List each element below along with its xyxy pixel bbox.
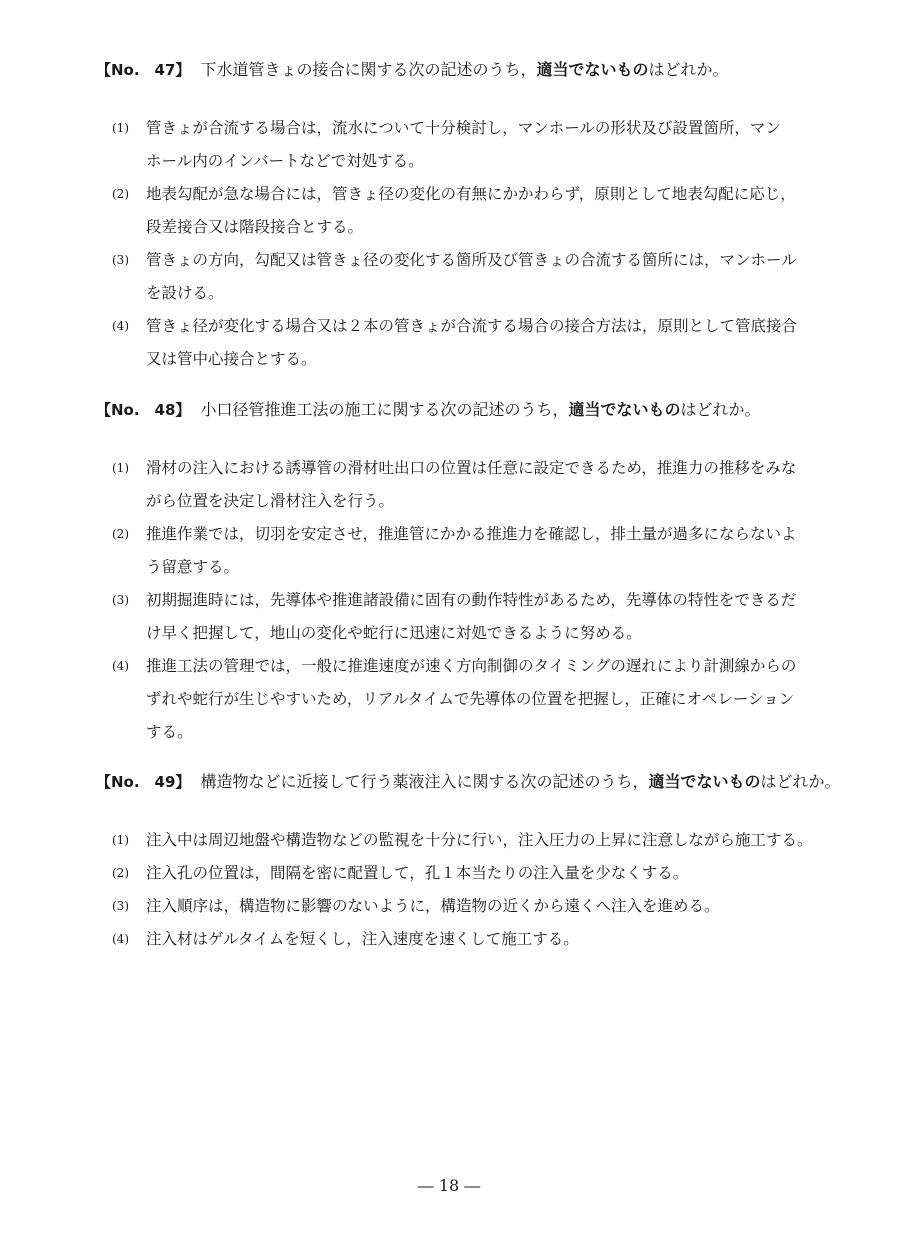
question-stem: 小口径管推進工法の施工に関する次の記述のうち，適当でないものはどれか。 [200,400,761,419]
option-4: (4) 管きょ径が変化する場合又は２本の管きょが合流する場合の接合方法は，原則として管底接合 又は管中心接合とする。 [96,310,816,376]
question-49 [96,770,841,956]
option-index: (2) [112,527,129,541]
question-48 [96,398,816,749]
option-index: (3) [112,253,129,267]
option-index: (3) [112,593,129,607]
question-header [96,770,841,794]
question-47 [96,58,816,376]
question-number: 【No. 48】 [96,401,191,419]
option-index: (2) [112,866,129,880]
option-index: (2) [112,187,129,201]
option-list [96,112,816,376]
question-stem: 構造物などに近接して行う薬液注入に関する次の記述のうち，適当でないものはどれか。 [200,772,841,791]
option-index: (4) [112,319,129,333]
option-index: (1) [112,121,129,135]
question-header [96,58,816,82]
option-1: (1) 滑材の注入における誘導管の滑材吐出口の位置は任意に設定できるため，推進力の推移をみな がら位置を決定し滑材注入を行う。 [96,452,816,518]
page-number: ― 18 ― [417,1176,481,1195]
option-1: (1) 注入中は周辺地盤や構造物などの監視を十分に行い，注入圧力の上昇に注意しながら施工する。 [96,824,816,857]
option-index: (4) [112,659,129,673]
option-1: (1) 管きょが合流する場合は，流水について十分検討し，マンホールの形状及び設置箇所，マン ホール内のインバートなどで対処する。 [96,112,816,178]
option-4: (4) 推進工法の管理では，一般に推進速度が速く方向制御のタイミングの遅れにより計測線からの ずれや蛇行が生じやすいため，リアルタイムで先導体の位置を把握し，正確にオペレーション する。 [96,650,816,749]
emphasis-text: 適当でないもの [568,400,681,419]
option-3: (3) 管きょの方向，勾配又は管きょ径の変化する箇所及び管きょの合流する箇所には，マンホール を設ける。 [96,244,816,310]
emphasis-text: 適当でないもの [648,772,761,791]
option-3: (3) 注入順序は，構造物に影響のないように，構造物の近くから遠くへ注入を進める。 [96,890,816,923]
question-number: 【No. 49】 [96,773,191,791]
option-3: (3) 初期掘進時には，先導体や推進諸設備に固有の動作特性があるため，先導体の特性をできるだ け早く把握して，地山の変化や蛇行に迅速に対処できるように努める。 [96,584,816,650]
question-header [96,398,816,422]
option-2: (2) 注入孔の位置は，間隔を密に配置して，孔１本当たりの注入量を少なくする。 [96,857,816,890]
emphasis-text: 適当でないもの [536,60,649,79]
option-4: (4) 注入材はゲルタイムを短くし，注入速度を速くして施工する。 [96,923,816,956]
option-list [96,452,816,749]
option-index: (1) [112,833,129,847]
option-index: (3) [112,899,129,913]
option-index: (1) [112,461,129,475]
option-2: (2) 地表勾配が急な場合には，管きょ径の変化の有無にかかわらず，原則として地表勾配に応じ， 段差接合又は階段接合とする。 [96,178,816,244]
option-list [96,824,816,956]
option-index: (4) [112,932,129,946]
question-number: 【No. 47】 [96,61,191,79]
question-stem: 下水道管きょの接合に関する次の記述のうち，適当でないものはどれか。 [200,60,729,79]
option-2: (2) 推進作業では，切羽を安定させ，推進管にかかる推進力を確認し，排土量が過多にならないよ う留意する。 [96,518,816,584]
